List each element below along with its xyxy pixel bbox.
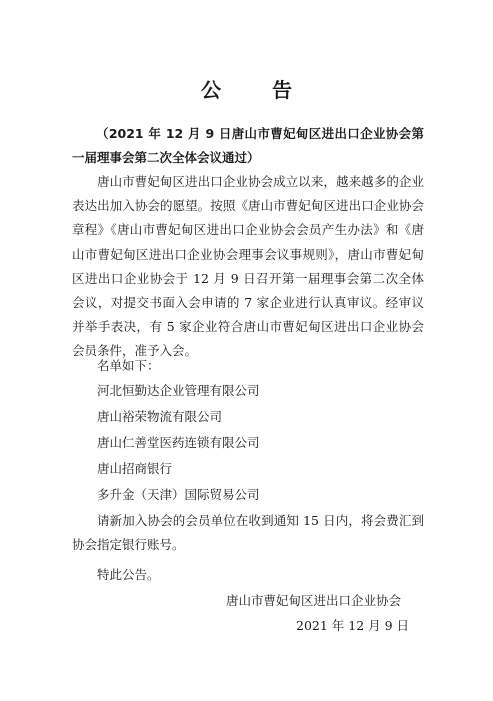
company-item: 唐山仁善堂医药连锁有限公司 <box>97 435 260 450</box>
document-subtitle: （2021 年 12 月 9 日唐山市曹妃甸区进出口企业协会第一届理事会第二次全体会议通过） <box>72 126 424 165</box>
body-paragraph-fees: 请新加入协会的会员单位在收到通知 15 日内，将会费汇到协会指定银行账号。 <box>72 513 424 553</box>
signature-date: 2021 年 12 月 9 日 <box>296 618 410 633</box>
closing-line: 特此公告。 <box>97 567 160 582</box>
names-label: 名单如下： <box>97 358 160 373</box>
document-title: 公 告 <box>201 78 314 102</box>
company-item: 唐山裕荣物流有限公司 <box>97 409 223 424</box>
company-item: 唐山招商银行 <box>97 461 173 476</box>
body-paragraph-intro: 唐山市曹妃甸区进出口企业协会成立以来，越来越多的企业表达出加入协会的愿望。按照《唐山市曹妃甸区进出口企业协会章程》《唐山市曹妃甸区进出口企业协会会员产生办法》和《唐山市曹妃甸区进出口企业协会理事会议事规则》，唐山市曹妃甸区进出口企业协会于 12 月 9 日召开第一届理事会第二次全体会议，对提交书面入会申请的 7 家企业进行认真审议。经审议并举手表决，有 5 家企业符合唐山市曹妃甸区进出口企业协会会员条件，准予入会。 <box>72 174 424 359</box>
company-item: 河北恒勤达企业管理有限公司 <box>97 383 260 398</box>
company-item: 多升金（天津）国际贸易公司 <box>97 487 260 502</box>
signature-organization: 唐山市曹妃甸区进出口企业协会 <box>226 593 402 608</box>
